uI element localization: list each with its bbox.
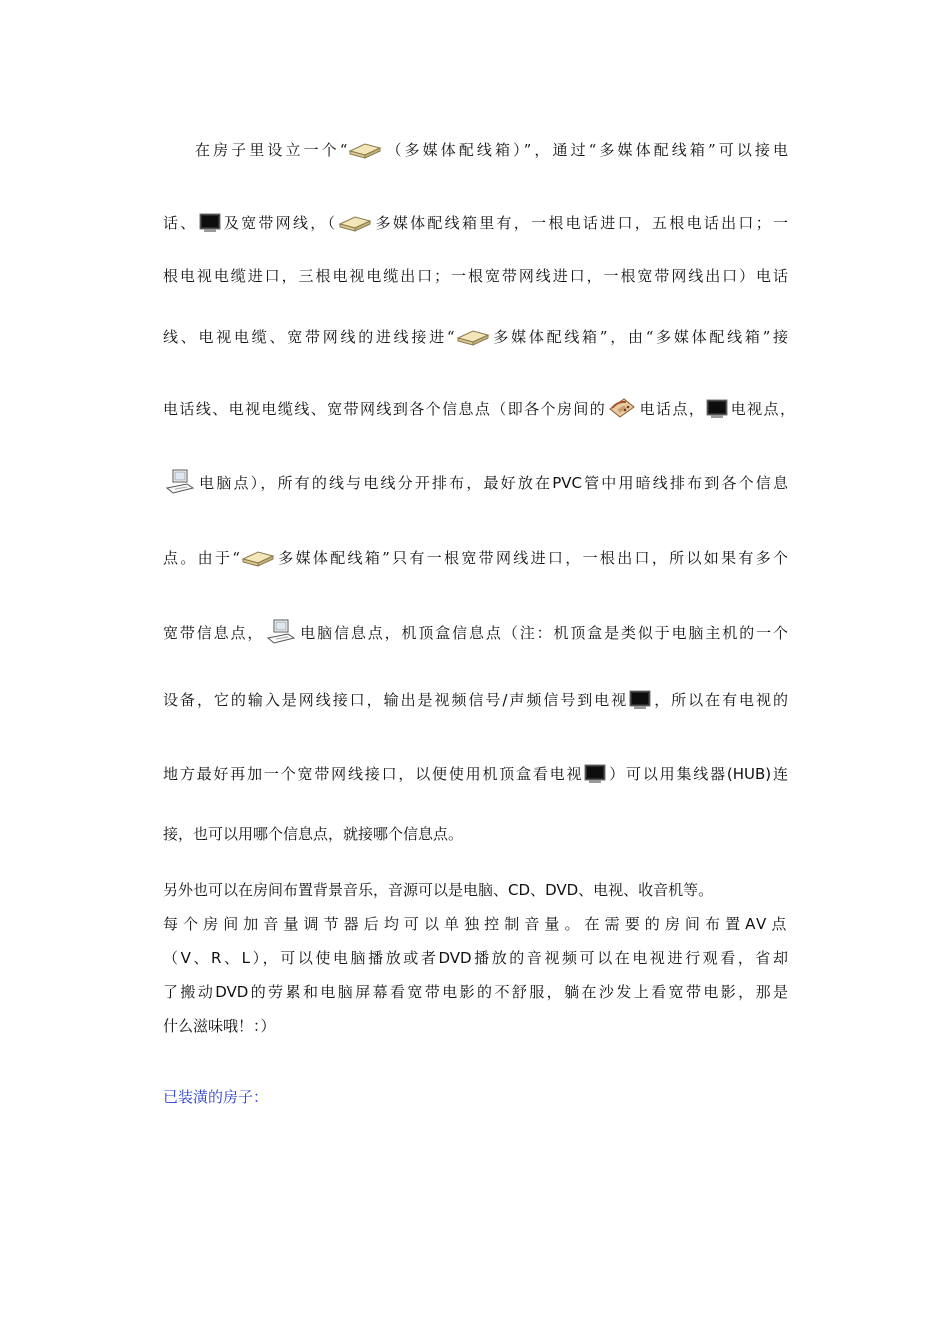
para1-line-3 [163, 264, 788, 287]
para1-line-6 [163, 468, 788, 498]
para1-line-4 [163, 325, 788, 348]
text-seg: 话、 [163, 214, 198, 232]
text-seg: 接，也可以用哪个信息点，就接哪个信息点。 [163, 825, 464, 843]
text-seg: CD [508, 881, 531, 899]
text-seg: 宽带信息点， [163, 624, 265, 642]
text-seg: 点。由于“ [163, 549, 240, 567]
tv-icon [583, 763, 607, 785]
text-seg: 、 [190, 949, 212, 967]
text-seg: 、电视、收音机等。 [578, 881, 714, 899]
para1-line-9 [163, 688, 788, 711]
text-seg: 了搬动 [163, 983, 216, 1001]
tv-icon [628, 689, 652, 711]
para1-line-11 [163, 822, 793, 845]
para2-line-1 [163, 873, 788, 907]
text-seg: L [241, 949, 250, 967]
text-seg: 播放的音视频可以在电视进行观看，省却 [471, 949, 788, 967]
text-seg: 电视点， [729, 400, 795, 418]
media-box-icon [240, 547, 276, 569]
media-box-icon [455, 326, 491, 348]
text-seg: 设备，它的输入是网线接口，输出是视频信号 [163, 691, 503, 709]
text-seg: 管中用暗线排布到各个信息 [581, 474, 788, 492]
text-seg: （多媒体配线箱）”，通过“多媒体配线箱”可以接电 [383, 141, 788, 159]
text-seg: （ [163, 949, 181, 967]
text-seg: 连 [771, 765, 788, 783]
para1-line-8 [163, 618, 788, 648]
text-seg: 地方最好再加一个宽带网线接口，以便使用机顶盒看电视 [163, 765, 584, 783]
text-seg: 每个房间加音量调节器后均可以单独控制音量。在需要的房间布置 [163, 915, 746, 933]
text-seg: 的劳累和电脑屏幕看宽带电影的不舒服，躺在沙发上看宽带电影，那是 [248, 983, 788, 1001]
text-seg: DVD [215, 983, 249, 1001]
tv-icon [198, 212, 222, 234]
text-seg: V [180, 949, 191, 967]
media-box-icon [347, 139, 383, 161]
text-seg: DVD [545, 881, 579, 899]
text-seg: ，所以在有电视的 [652, 691, 788, 709]
text-seg: 什么滋味哦！：） [163, 1017, 276, 1035]
text-seg: 多媒体配线箱”只有一根宽带网线进口，一根出口，所以如果有多个 [275, 549, 789, 567]
text-seg: 电话线、电视电缆线、宽带网线到各个信息点（即各个房间的 [163, 400, 607, 418]
text-seg: 、 [530, 881, 546, 899]
para1-line-7 [163, 546, 788, 569]
text-seg: / [502, 691, 508, 709]
text-seg: 点 [767, 915, 788, 933]
para2-line-3 [163, 941, 788, 975]
tv-icon [705, 398, 729, 420]
text-seg: 在房子里设立一个“ [195, 141, 348, 159]
text-seg: 电话点， [638, 400, 706, 418]
text-seg: 根电视电缆进口，三根电视电缆出口；一根宽带网线进口，一根宽带网线出口）电话 [163, 267, 788, 285]
para2-line-2 [163, 907, 788, 941]
text-seg: 多媒体配线箱里有，一根电话进口，五根电话出口；一 [373, 214, 788, 232]
text-seg: ），可以使电脑播放或者 [250, 949, 439, 967]
text-seg: 、 [221, 949, 242, 967]
text-seg: AV [745, 915, 768, 933]
decorated-house-link[interactable]: 已装潢的房子： [163, 1088, 269, 1106]
text-seg: 多媒体配线箱”，由“多媒体配线箱”接 [490, 328, 789, 346]
computer-icon [264, 618, 298, 648]
computer-icon [163, 468, 197, 498]
para1-line-1 [195, 138, 788, 161]
text-seg: PVC [552, 474, 582, 492]
text-seg: 声频信号到电视 [507, 691, 629, 709]
text-seg: ）可以用集线器 [607, 765, 727, 783]
phone-icon [606, 395, 638, 423]
text-seg: R [211, 949, 222, 967]
text-seg: 电脑信息点，机顶盒信息点（注：机顶盒是类似于电脑主机的一个 [298, 624, 788, 642]
text-seg: 线、电视电缆、宽带网线的进线接进“ [163, 328, 455, 346]
text-seg: 电脑点），所有的线与电线分开排布，最好放在 [197, 474, 553, 492]
para1-line-2 [163, 211, 788, 234]
text-seg: (HUB) [726, 765, 772, 783]
text-seg: 及宽带网线，（ [221, 214, 338, 232]
para2-line-4 [163, 975, 788, 1009]
para1-line-5 [163, 395, 795, 423]
text-seg: DVD [438, 949, 472, 967]
text-seg: 另外也可以在房间布置背景音乐，音源可以是电脑、 [163, 881, 509, 899]
paragraph-2 [163, 873, 788, 1043]
para1-line-10 [163, 762, 788, 785]
para2-line-5 [163, 1009, 788, 1043]
media-box-icon [337, 212, 373, 234]
